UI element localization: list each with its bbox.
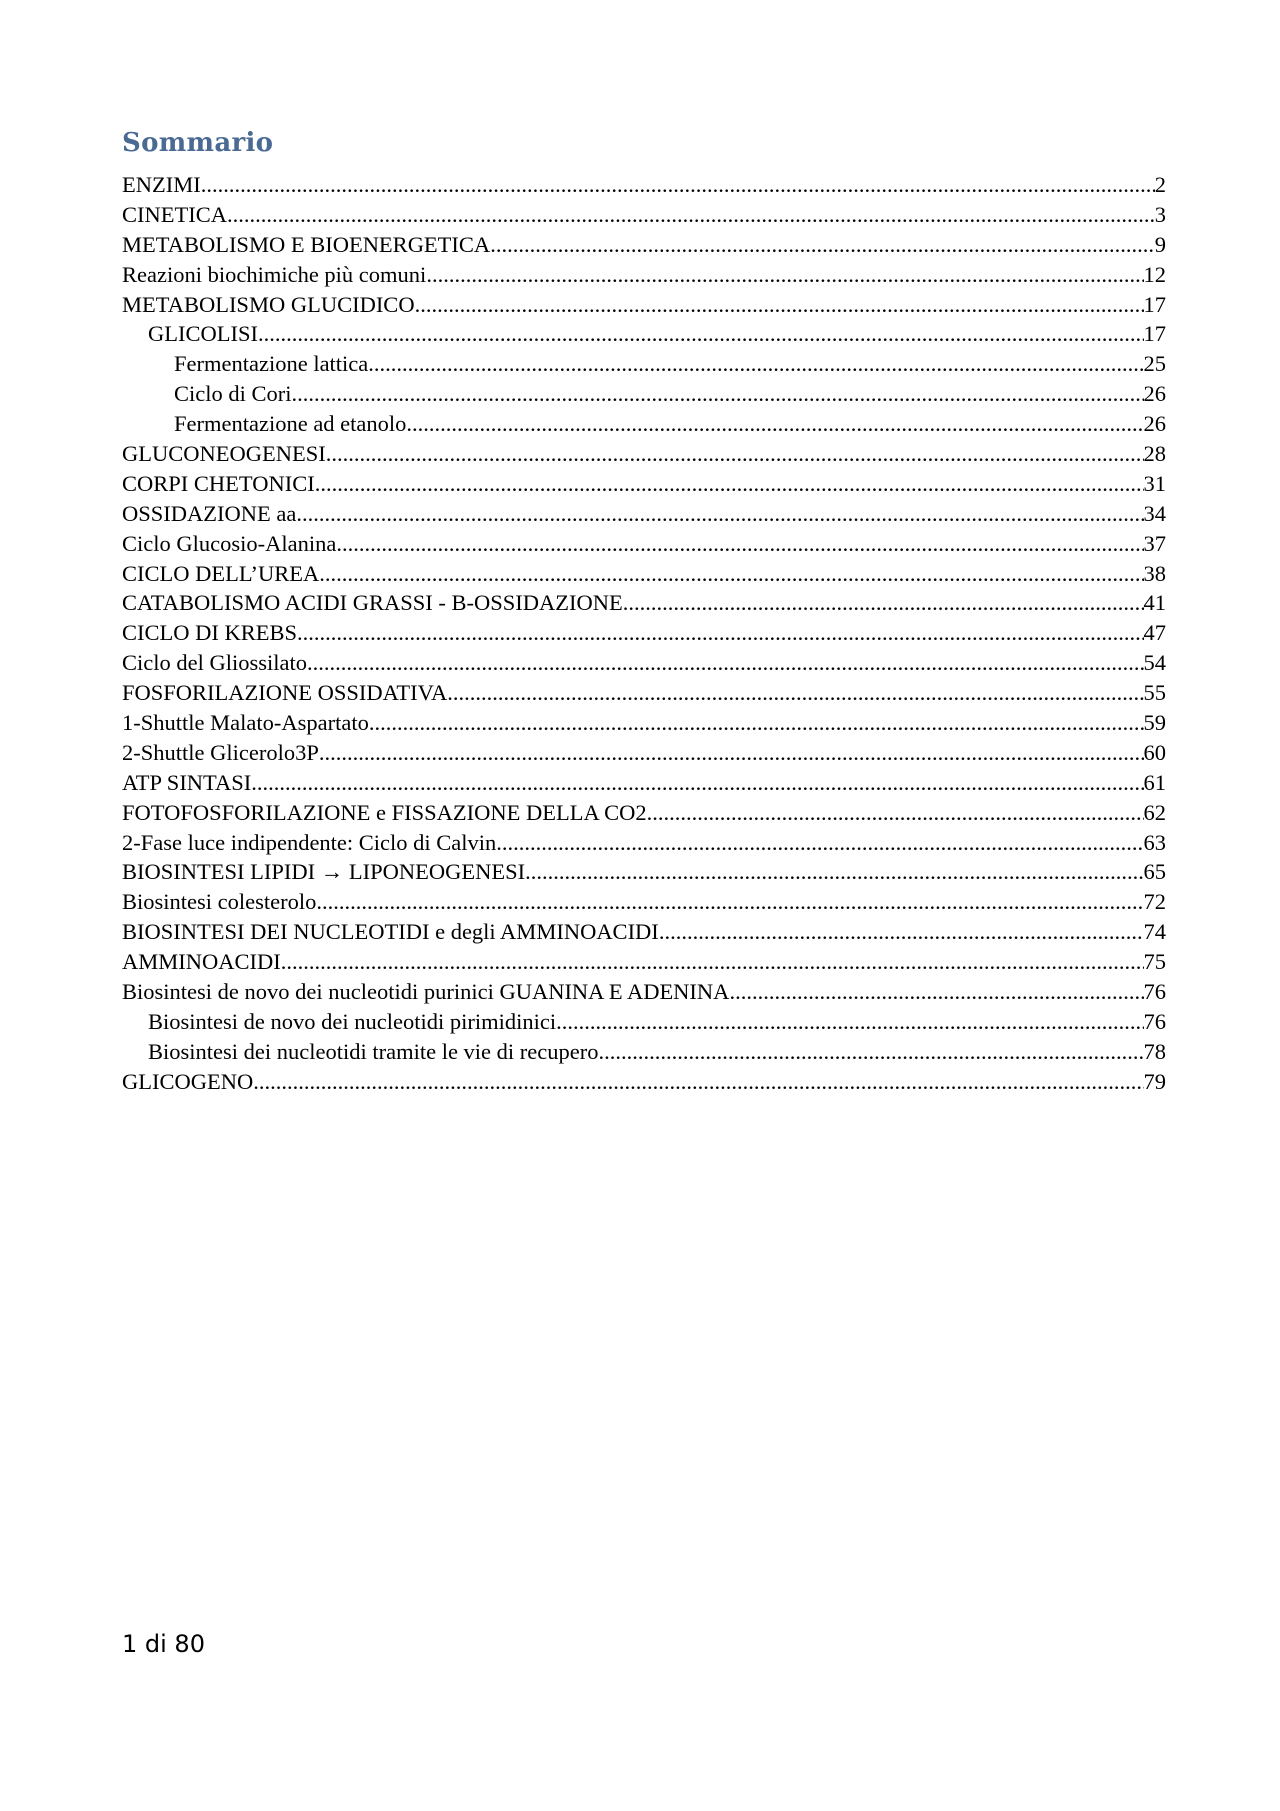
toc-entry[interactable] xyxy=(122,170,1166,200)
toc-dot-leader xyxy=(319,738,1144,768)
toc-entry[interactable] xyxy=(122,319,1166,349)
toc-entry-label: GLICOLISI xyxy=(148,321,258,347)
toc-entry[interactable] xyxy=(122,917,1166,947)
toc-entry-page-number: 63 xyxy=(1143,829,1166,855)
toc-dot-leader xyxy=(297,618,1143,648)
toc-entry-page-number: 78 xyxy=(1143,1038,1166,1064)
toc-entry[interactable] xyxy=(122,469,1166,499)
toc-entry[interactable] xyxy=(122,559,1166,589)
toc-entry-page-number: 61 xyxy=(1143,769,1166,795)
toc-entry-label: CORPI CHETONICI xyxy=(122,470,315,496)
toc-entry[interactable] xyxy=(122,768,1166,798)
toc-entry[interactable] xyxy=(122,648,1166,678)
toc-entry-label: CINETICA xyxy=(122,201,227,227)
toc-entry[interactable] xyxy=(122,499,1166,529)
toc-entry-page-number: 38 xyxy=(1143,560,1166,586)
toc-dot-leader xyxy=(426,260,1143,290)
toc-entry-page-number: 62 xyxy=(1143,799,1166,825)
toc-dot-leader xyxy=(406,409,1143,439)
toc-dot-leader xyxy=(227,200,1155,230)
toc-entry-label: Biosintesi dei nucleotidi tramite le vie di recupero xyxy=(148,1038,599,1064)
toc-dot-leader xyxy=(251,768,1143,798)
toc-entry[interactable] xyxy=(122,798,1166,828)
toc-entry[interactable] xyxy=(122,439,1166,469)
toc-entry[interactable] xyxy=(122,290,1166,320)
toc-entry-label: Biosintesi colesterolo xyxy=(122,889,317,915)
toc-entry[interactable] xyxy=(122,738,1166,768)
toc-entry-page-number: 37 xyxy=(1143,530,1166,556)
toc-entry-page-number: 55 xyxy=(1143,680,1166,706)
toc-entry[interactable] xyxy=(122,529,1166,559)
toc-dot-leader xyxy=(326,439,1144,469)
toc-dot-leader xyxy=(281,947,1144,977)
toc-dot-leader xyxy=(307,648,1144,678)
toc-entry-label: CICLO DI KREBS xyxy=(122,620,298,646)
toc-entry-page-number: 3 xyxy=(1154,201,1166,227)
toc-dot-leader xyxy=(647,798,1144,828)
toc-entry-page-number: 9 xyxy=(1154,231,1166,257)
toc-entry[interactable] xyxy=(122,857,1166,887)
toc-entry[interactable] xyxy=(122,349,1166,379)
toc-entry-label: GLUCONEOGENESI xyxy=(122,441,326,467)
toc-entry-label: ATP SINTASI xyxy=(122,769,252,795)
toc-title: Sommario xyxy=(122,128,274,158)
toc-dot-leader xyxy=(258,319,1144,349)
toc-dot-leader xyxy=(319,559,1143,589)
toc-entry-page-number: 74 xyxy=(1143,919,1166,945)
toc-entry-page-number: 65 xyxy=(1143,859,1166,885)
page-number-footer: 1 di 80 xyxy=(122,1630,205,1658)
toc-entry[interactable] xyxy=(122,1067,1166,1097)
toc-dot-leader xyxy=(369,708,1144,738)
toc-entry-label: Ciclo di Cori xyxy=(174,381,292,407)
toc-dot-leader xyxy=(525,857,1143,887)
toc-entry-label: CATABOLISMO ACIDI GRASSI - B-OSSIDAZIONE xyxy=(122,590,623,616)
toc-entry-label: METABOLISMO GLUCIDICO xyxy=(122,291,415,317)
toc-dot-leader xyxy=(496,828,1143,858)
toc-entry[interactable] xyxy=(122,618,1166,648)
toc-entry[interactable] xyxy=(122,708,1166,738)
toc-entry-label: GLICOGENO xyxy=(122,1068,254,1094)
toc-entry-page-number: 34 xyxy=(1143,500,1166,526)
toc-entry-label: Biosintesi de novo dei nucleotidi pirimidinici xyxy=(148,1008,557,1034)
toc-entry-page-number: 17 xyxy=(1143,291,1166,317)
toc-entry-page-number: 54 xyxy=(1143,650,1166,676)
toc-entry-label: Fermentazione lattica xyxy=(174,351,369,377)
toc-entry[interactable] xyxy=(122,887,1166,917)
toc-dot-leader xyxy=(729,977,1143,1007)
toc-entry[interactable] xyxy=(122,588,1166,618)
toc-entry-page-number: 31 xyxy=(1143,470,1166,496)
toc-entry-page-number: 25 xyxy=(1143,351,1166,377)
toc-entry-label: Ciclo del Gliossilato xyxy=(122,650,307,676)
toc-dot-leader xyxy=(659,917,1144,947)
toc-entry-page-number: 47 xyxy=(1143,620,1166,646)
toc-entry-label: AMMINOACIDI xyxy=(122,949,281,975)
toc-entry-page-number: 28 xyxy=(1143,441,1166,467)
toc-entry[interactable] xyxy=(122,1007,1166,1037)
toc-entry-label: 2-Shuttle Glicerolo3P xyxy=(122,739,319,765)
toc-entry-page-number: 12 xyxy=(1143,261,1166,287)
toc-entry[interactable] xyxy=(122,200,1166,230)
toc-entry-label: BIOSINTESI DEI NUCLEOTIDI e degli AMMINOACIDI xyxy=(122,919,659,945)
toc-entry-label: METABOLISMO E BIOENERGETICA xyxy=(122,231,491,257)
toc-entry[interactable] xyxy=(122,1037,1166,1067)
toc-entry-page-number: 26 xyxy=(1143,381,1166,407)
toc-entry-page-number: 17 xyxy=(1143,321,1166,347)
toc-entry-page-number: 79 xyxy=(1143,1068,1166,1094)
toc-entry-page-number: 2 xyxy=(1154,172,1166,197)
toc-entry-label: CICLO DELL’UREA xyxy=(122,560,320,586)
toc-entry-page-number: 41 xyxy=(1143,590,1166,616)
toc-entry[interactable] xyxy=(122,379,1166,409)
toc-entry-label: Reazioni biochimiche più comuni xyxy=(122,261,427,287)
toc-dot-leader xyxy=(296,499,1143,529)
toc-entry-page-number: 75 xyxy=(1143,949,1166,975)
toc-dot-leader xyxy=(415,290,1144,320)
toc-entry-label: 2-Fase luce indipendente: Ciclo di Calvin xyxy=(122,829,497,855)
toc-entry[interactable] xyxy=(122,678,1166,708)
toc-entry-page-number: 26 xyxy=(1143,411,1166,437)
toc-dot-leader xyxy=(316,887,1143,917)
toc-entry-page-number: 76 xyxy=(1143,1008,1166,1034)
toc-dot-leader xyxy=(623,588,1144,618)
toc-entry-label: FOTOFOSFORILAZIONE e FISSAZIONE DELLA CO2 xyxy=(122,799,647,825)
toc-dot-leader xyxy=(368,349,1143,379)
toc-dot-leader xyxy=(253,1067,1143,1097)
toc-entry-label: 1-Shuttle Malato-Aspartato xyxy=(122,710,369,736)
toc-entry-label: FOSFORILAZIONE OSSIDATIVA xyxy=(122,680,448,706)
toc-dot-leader xyxy=(315,469,1144,499)
toc-entry[interactable] xyxy=(122,828,1166,858)
toc-entry-page-number: 76 xyxy=(1143,979,1166,1005)
toc-entry-label: ENZIMI xyxy=(122,172,201,197)
toc-entry-label: BIOSINTESI LIPIDI → LIPONEOGENESI xyxy=(122,859,526,885)
toc-dot-leader xyxy=(599,1037,1144,1067)
toc-entry-page-number: 72 xyxy=(1143,889,1166,915)
toc-entry-page-number: 59 xyxy=(1143,710,1166,736)
toc-dot-leader xyxy=(292,379,1144,409)
toc-entry[interactable] xyxy=(122,230,1166,260)
toc-dot-leader xyxy=(201,170,1155,200)
toc-entry[interactable] xyxy=(122,409,1166,439)
toc-entry[interactable] xyxy=(122,947,1166,977)
toc-dot-leader xyxy=(556,1007,1143,1037)
toc-entry[interactable] xyxy=(122,977,1166,1007)
toc-entry-label: Biosintesi de novo dei nucleotidi purinici GUANINA E ADENINA xyxy=(122,979,730,1005)
toc-dot-leader xyxy=(336,529,1143,559)
toc-entry-label: OSSIDAZIONE aa xyxy=(122,500,297,526)
toc-entry[interactable] xyxy=(122,260,1166,290)
toc-dot-leader xyxy=(490,230,1155,260)
toc-dot-leader xyxy=(447,678,1143,708)
toc-entry-page-number: 60 xyxy=(1143,739,1166,765)
toc-entry-label: Fermentazione ad etanolo xyxy=(174,411,407,437)
table-of-contents xyxy=(122,170,1166,1097)
toc-entry-label: Ciclo Glucosio-Alanina xyxy=(122,530,337,556)
